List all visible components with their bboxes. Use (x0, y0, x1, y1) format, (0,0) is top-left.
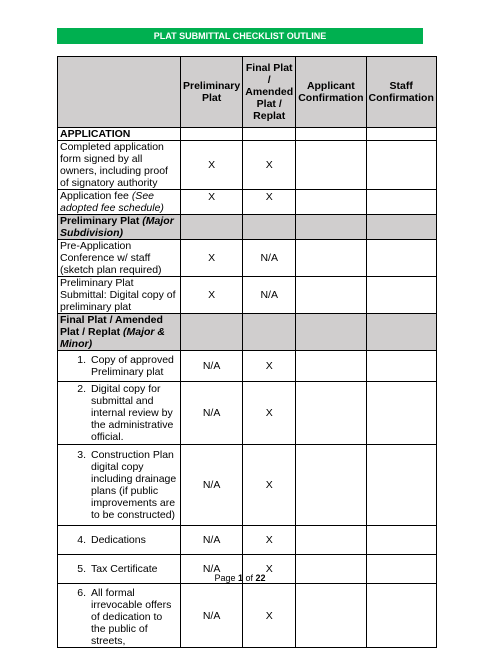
prelim-value: N/A (181, 555, 243, 584)
col-staff: Staff Confirmation (366, 57, 436, 128)
final-value: X (243, 555, 296, 584)
applicant-cell[interactable] (296, 141, 366, 190)
section-application (58, 128, 437, 141)
checklist-table (57, 56, 437, 648)
row-label: 5. Tax Certificate (58, 555, 181, 584)
prelim-value: N/A (181, 445, 243, 526)
applicant-cell[interactable] (296, 584, 366, 648)
staff-cell[interactable] (366, 141, 436, 190)
staff-cell[interactable] (366, 445, 436, 526)
staff-cell[interactable] (366, 240, 436, 277)
final-value: X (243, 526, 296, 555)
section-label: Preliminary Plat (Major Subdivision) (58, 215, 181, 240)
table-row (58, 141, 437, 190)
final-value: X (243, 445, 296, 526)
table-row (58, 584, 437, 648)
staff-cell[interactable] (366, 584, 436, 648)
prelim-value: N/A (181, 526, 243, 555)
applicant-cell[interactable] (296, 526, 366, 555)
table-row (58, 526, 437, 555)
final-value: X (243, 382, 296, 445)
row-label: 6. All formal irrevocable offers of dedication to the public of streets, (58, 584, 181, 648)
section-label: APPLICATION (58, 128, 181, 141)
applicant-cell[interactable] (296, 382, 366, 445)
col-final: Final Plat / Amended Plat / Replat (243, 57, 296, 128)
staff-cell[interactable] (366, 382, 436, 445)
row-label: 1. Copy of approved Preliminary plat (58, 351, 181, 382)
prelim-value: X (181, 240, 243, 277)
table-row (58, 382, 437, 445)
prelim-value: X (181, 141, 243, 190)
final-value: N/A (243, 277, 296, 314)
final-value: X (243, 351, 296, 382)
prelim-value: X (181, 277, 243, 314)
page-footer: Page 1 of 22 (214, 573, 266, 583)
table-row (58, 240, 437, 277)
row-label: 3. Construction Plan digital copy including drainage plans (if public improvements are to be constructed) (58, 445, 181, 526)
prelim-value: N/A (181, 382, 243, 445)
row-label: Application fee (See adopted fee schedule) (58, 190, 181, 215)
staff-cell[interactable] (366, 351, 436, 382)
applicant-cell[interactable] (296, 445, 366, 526)
header-blank (58, 57, 181, 128)
current-page: 1 (237, 573, 243, 583)
section-preliminary (58, 215, 437, 240)
row-label: 4. Dedications (58, 526, 181, 555)
applicant-cell[interactable] (296, 351, 366, 382)
row-label: 2. Digital copy for submittal and internal review by the administrative official. (58, 382, 181, 445)
staff-cell[interactable] (366, 526, 436, 555)
table-row (58, 277, 437, 314)
table-row (58, 190, 437, 215)
row-label: Pre-Application Conference w/ staff (sketch plan required) (58, 240, 181, 277)
final-value: X (243, 141, 296, 190)
final-value: X (243, 190, 296, 215)
document-title-banner: PLAT SUBMITTAL CHECKLIST OUTLINE (57, 28, 423, 44)
prelim-value: X (181, 190, 243, 215)
prelim-value: N/A (181, 584, 243, 648)
row-label: Preliminary Plat Submittal: Digital copy of preliminary plat (58, 277, 181, 314)
staff-cell[interactable] (366, 277, 436, 314)
col-preliminary: Preliminary Plat (181, 57, 243, 128)
col-applicant: Applicant Confirmation (296, 57, 366, 128)
row-label: Completed application form signed by all owners, including proof of signatory authority (58, 141, 181, 190)
total-pages: 22 (255, 573, 266, 583)
applicant-cell[interactable] (296, 240, 366, 277)
final-value: N/A (243, 240, 296, 277)
table-row (58, 445, 437, 526)
table-row (58, 351, 437, 382)
header-row (58, 57, 437, 128)
final-value: X (243, 584, 296, 648)
section-final (58, 314, 437, 351)
prelim-value: N/A (181, 351, 243, 382)
staff-cell[interactable] (366, 190, 436, 215)
section-label: Final Plat / Amended Plat / Replat (Major & Minor) (58, 314, 181, 351)
applicant-cell[interactable] (296, 277, 366, 314)
applicant-cell[interactable] (296, 190, 366, 215)
